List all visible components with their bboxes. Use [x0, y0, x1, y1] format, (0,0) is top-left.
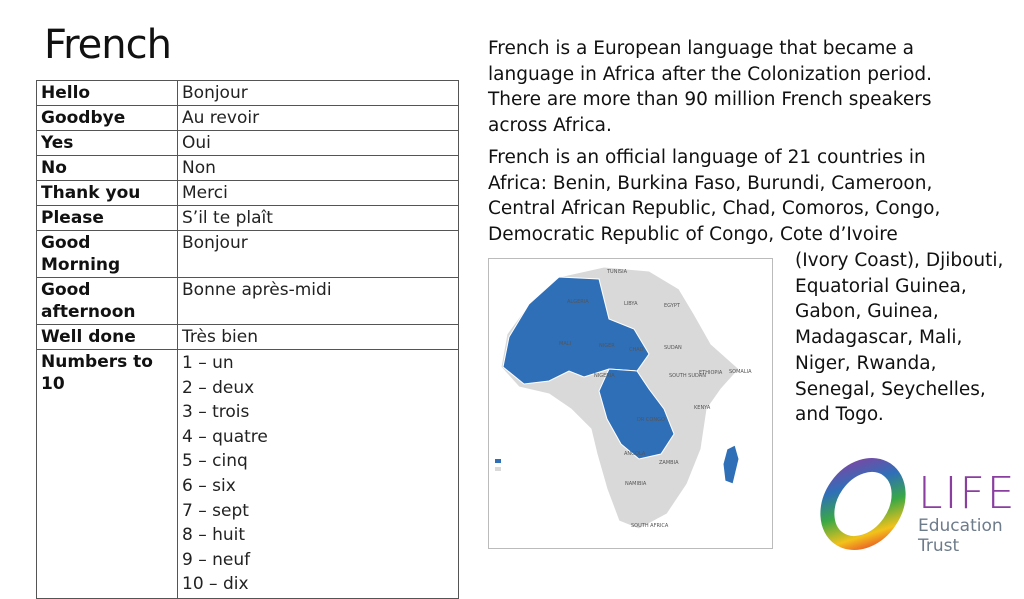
- numbers-list: [178, 350, 459, 599]
- map-label-sudan: SUDAN: [664, 345, 682, 351]
- table-row: [37, 81, 459, 106]
- table-row: [37, 325, 459, 350]
- map-label-kenya: KENYA: [694, 405, 711, 411]
- english-word: Goodbye: [37, 106, 178, 131]
- map-label-nigeria: NIGERIA: [594, 373, 615, 379]
- map-label-zambia: ZAMBIA: [659, 460, 679, 466]
- map-label-namibia: NAMIBIA: [625, 481, 647, 487]
- map-label-mali: MALI: [559, 341, 571, 347]
- map-label-niger: NIGER: [599, 343, 615, 349]
- logo-education-text: Education: [918, 516, 1003, 536]
- english-word: Good afternoon: [37, 278, 178, 325]
- map-label-south-africa: SOUTH AFRICA: [631, 523, 669, 529]
- table-row: [37, 156, 459, 181]
- english-word: Yes: [37, 131, 178, 156]
- countries-paragraph: French is an official language of 21 countries in Africa: Benin, Burkina Faso, Burundi, Cameroon, Central African Republic, Chad, Comoros, Congo, Democratic Republic of Congo, Cote d’Ivoire: [488, 147, 941, 246]
- logo-wordmark: [918, 468, 1017, 556]
- french-word: Bonne après-midi: [178, 278, 459, 325]
- map-label-ethiopia: ETHIOPIA: [699, 370, 723, 376]
- africa-map: [488, 258, 773, 549]
- table-row: [37, 350, 459, 599]
- countries-paragraph-continued: (Ivory Coast), Djibouti, Equatorial Guinea, Gabon, Guinea, Madagascar, Mali, Niger, Rwanda, Senegal, Seychelles, and Togo.: [795, 250, 1004, 426]
- table-row: [37, 206, 459, 231]
- number-item: 10 – dix: [182, 574, 249, 595]
- map-label-somalia: SOMALIA: [729, 369, 752, 375]
- madagascar: [723, 445, 739, 484]
- map-label-algeria: ALGERIA: [567, 299, 589, 305]
- number-item: 1 – un: [182, 353, 234, 373]
- map-label-chad: CHAD: [629, 347, 644, 353]
- table-row: [37, 181, 459, 206]
- english-word: Hello: [37, 81, 178, 106]
- number-item: 7 – sept: [182, 500, 249, 521]
- number-item: 9 – neuf: [182, 549, 251, 570]
- number-item: 5 – cinq: [182, 451, 248, 472]
- english-word: No: [37, 156, 178, 181]
- number-item: 3 – trois: [182, 402, 250, 423]
- map-label-south-sudan: SOUTH SUDAN: [669, 373, 706, 379]
- table-row: [37, 131, 459, 156]
- english-word: Well done: [37, 325, 178, 350]
- map-label-tunisia: TUNISIA: [607, 269, 627, 275]
- number-item: 4 – quatre: [182, 426, 268, 447]
- vocab-table: [36, 80, 459, 599]
- french-word: Bonjour: [178, 231, 459, 278]
- map-label-libya: LIBYA: [624, 301, 638, 307]
- map-label-angola: ANGOLA: [624, 451, 646, 457]
- intro-paragraph: French is a European language that became a language in Africa after the Colonization period. There are more than 90 million French speakers across Africa.: [488, 38, 933, 137]
- map-label-dr-congo: DR CONGO: [637, 417, 665, 423]
- table-row: [37, 106, 459, 131]
- english-word: Numbers to 10: [37, 350, 178, 599]
- english-word: Please: [37, 206, 178, 231]
- french-word: S’il te plaît: [178, 206, 459, 231]
- english-word: Thank you: [37, 181, 178, 206]
- number-item: 6 – six: [182, 475, 236, 496]
- logo-life-text: LIFE: [918, 468, 1017, 519]
- number-item: 2 – deux: [182, 377, 255, 398]
- french-word: Merci: [178, 181, 459, 206]
- logo-ring-icon: [818, 448, 928, 560]
- french-word: Non: [178, 156, 459, 181]
- french-word: Oui: [178, 131, 459, 156]
- number-item: 8 – huit: [182, 525, 246, 546]
- french-word: Très bien: [178, 325, 459, 350]
- french-word: Bonjour: [178, 81, 459, 106]
- table-row: [37, 278, 459, 325]
- table-row: [37, 231, 459, 278]
- map-label-egypt: EGYPT: [664, 303, 680, 309]
- page-title: French: [44, 22, 171, 68]
- logo-trust-text: Trust: [918, 536, 960, 556]
- english-word: Good Morning: [37, 231, 178, 278]
- french-word: Au revoir: [178, 106, 459, 131]
